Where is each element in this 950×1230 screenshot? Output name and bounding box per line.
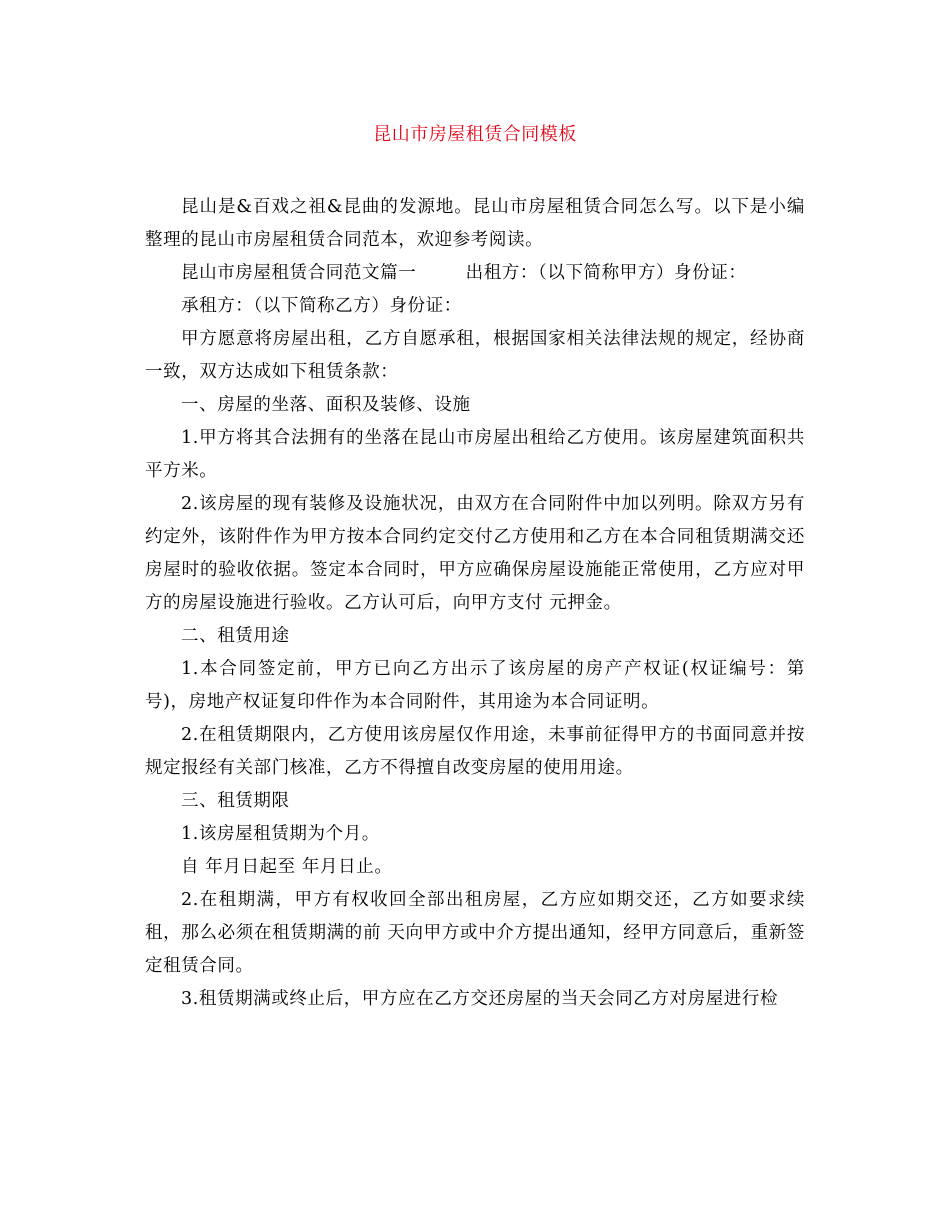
paragraph: 1.该房屋租赁期为个月。 xyxy=(181,824,380,844)
paragraph: 昆山是&百戏之祖&昆曲的发源地。昆山市房屋租赁合同怎么写。以下是小编整理的昆山市房屋租赁合同范本，欢迎参考阅读。 xyxy=(145,197,805,250)
section-heading: 二、租赁用途 xyxy=(181,626,290,646)
section-heading: 三、租赁期限 xyxy=(181,791,290,811)
document-title: 昆山市房屋租赁合同模板 xyxy=(373,124,577,145)
paragraph: 承租方：（以下简称乙方）身份证： xyxy=(181,296,462,316)
paragraph: 3.租赁期满或终止后，甲方应在乙方交还房屋的当天会同乙方对房屋进行检 xyxy=(181,989,779,1009)
paragraph: 1.本合同签定前，甲方已向乙方出示了该房屋的房产产权证(权证编号：第 号)，房地产权证复印件作为本合同附件，其用途为本合同证明。 xyxy=(145,659,812,712)
paragraph: 2.在租期满，甲方有权收回全部出租房屋，乙方应如期交还，乙方如要求续租，那么必须在租赁期满的前 天向甲方或中介方提出通知，经甲方同意后，重新签定租赁合同。 xyxy=(145,890,805,976)
paragraph: 甲方愿意将房屋出租，乙方自愿承租，根据国家相关法律法规的规定，经协商一致，双方达成如下租赁条款： xyxy=(145,329,805,382)
paragraph: 1.甲方将其合法拥有的坐落在昆山市房屋出租给乙方使用。该房屋建筑面积共 平方米。 xyxy=(145,428,812,481)
section-heading: 一、房屋的坐落、面积及装修、设施 xyxy=(181,395,471,415)
paragraph: 2.在租赁期限内，乙方使用该房屋仅作用途，未事前征得甲方的书面同意并按规定报经有关部门核准，乙方不得擅自改变房屋的使用用途。 xyxy=(145,725,805,778)
document-body xyxy=(145,191,812,1016)
paragraph: 自 年月日起至 年月日止。 xyxy=(181,857,393,877)
paragraph: 2.该房屋的现有装修及设施状况，由双方在合同附件中加以列明。除双方另有约定外，该附件作为甲方按本合同约定交付乙方使用和乙方在本合同租赁期满交还房屋时的验收依据。签定本合同时，甲方应确保房屋设施能正常使用，乙方应对甲方的房屋设施进行验收。乙方认可后，向甲方支付 元押金。 xyxy=(145,494,805,613)
paragraph: 昆山市房屋租赁合同范文篇一 出租方：（以下简称甲方）身份证： xyxy=(181,263,747,283)
